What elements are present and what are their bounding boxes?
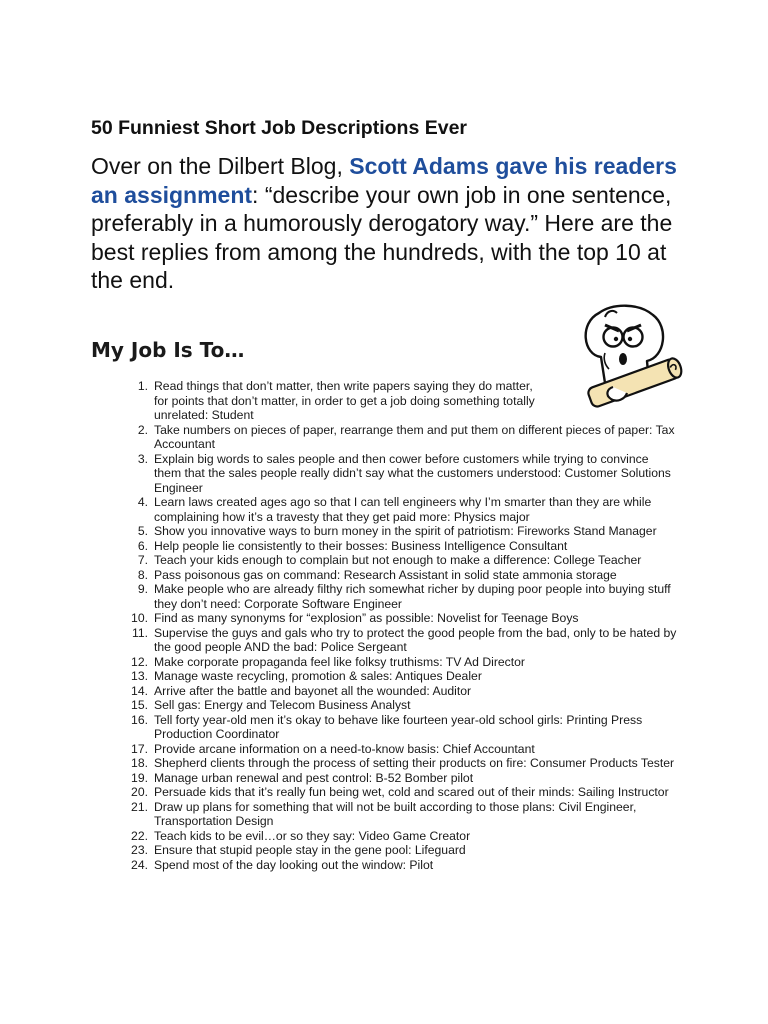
list-item bbox=[118, 742, 678, 757]
list-item-text: Help people lie consistently to their bosses: Business Intelligence Consultant bbox=[154, 538, 568, 553]
list-item bbox=[118, 553, 678, 568]
list-item bbox=[118, 495, 678, 524]
list-item bbox=[118, 756, 678, 771]
list-item-number: 18. bbox=[131, 756, 148, 770]
list-item-text: Tell forty year-old men it’s okay to behave like fourteen year-old school girls: Printing Press Production Coordinator bbox=[154, 712, 643, 741]
intro-paragraph bbox=[91, 152, 691, 295]
list-item-text: Manage urban renewal and pest control: B-52 Bomber pilot bbox=[154, 770, 474, 785]
list-item bbox=[118, 713, 678, 742]
list-item-text: Learn laws created ages ago so that I can tell engineers why I’m smarter than they are while complaining how it’s a travesty that they get paid more: Physics major bbox=[154, 495, 652, 524]
list-item-text: Manage waste recycling, promotion & sales: Antiques Dealer bbox=[154, 669, 482, 683]
list-item bbox=[118, 771, 678, 786]
list-item bbox=[118, 423, 678, 452]
list-item-text: Make corporate propaganda feel like folksy truthisms: TV Ad Director bbox=[154, 654, 525, 669]
list-item-number: 23. bbox=[131, 843, 148, 857]
list-item bbox=[118, 669, 678, 684]
document-title: 50 Funniest Short Job Descriptions Ever bbox=[91, 117, 468, 139]
list-item-number: 21. bbox=[131, 799, 148, 814]
list-item bbox=[118, 843, 678, 858]
list-item-text: Teach your kids enough to complain but not enough to make a difference: College Teacher bbox=[154, 553, 642, 567]
list-item-number: 8. bbox=[137, 567, 148, 582]
list-item-text: Read things that don’t matter, then write papers saying they do matter, for points that don’t matter, in order to get a job doing something totally unrelated: Student bbox=[154, 379, 535, 422]
list-item-text: Ensure that stupid people stay in the gene pool: Lifeguard bbox=[154, 843, 466, 857]
list-item bbox=[118, 858, 678, 873]
list-item bbox=[118, 379, 678, 423]
list-item bbox=[118, 568, 678, 583]
list-item-text: Supervise the guys and gals who try to protect the good people from the bad, only to be hated by the good people AND the bad: Police Sergeant bbox=[154, 625, 677, 654]
list-item bbox=[118, 785, 678, 800]
list-item bbox=[118, 829, 678, 844]
list-item-text: Make people who are already filthy rich somewhat richer by duping poor people into buying stuff they don’t need: Corporate Software Engineer bbox=[154, 582, 671, 611]
list-item bbox=[118, 611, 678, 626]
list-item-text: Spend most of the day looking out the window: Pilot bbox=[154, 857, 434, 872]
list-item-number: 16. bbox=[131, 712, 148, 727]
list-item bbox=[118, 698, 678, 713]
list-item bbox=[118, 626, 678, 655]
list-item-number: 3. bbox=[137, 451, 148, 466]
list-item bbox=[118, 800, 678, 829]
list-item-number: 7. bbox=[137, 553, 148, 567]
list-item-text: Pass poisonous gas on command: Research Assistant in solid state ammonia storage bbox=[154, 567, 617, 582]
list-item-number: 9. bbox=[137, 582, 148, 596]
list-item-number: 5. bbox=[137, 524, 148, 538]
list-item-number: 20. bbox=[131, 785, 148, 799]
list-item bbox=[118, 582, 678, 611]
list-item-text: Provide arcane information on a need-to-know basis: Chief Accountant bbox=[154, 741, 535, 756]
list-item-text: Find as many synonyms for “explosion” as possible: Novelist for Teenage Boys bbox=[154, 611, 579, 625]
list-item-number: 17. bbox=[131, 741, 148, 756]
list-item-text: Explain big words to sales people and then cower before customers while trying to convince them that the sales people really didn’t say what the customers understood: Customer Solutions Engineer bbox=[154, 451, 671, 495]
list-item-number: 22. bbox=[131, 828, 148, 843]
list-item-text: Persuade kids that it’s really fun being wet, cold and scared out of their minds: Sailing Instructor bbox=[154, 785, 669, 799]
list-item-number: 19. bbox=[131, 770, 148, 785]
list-item bbox=[118, 452, 678, 496]
list-item-text: Arrive after the battle and bayonet all the wounded: Auditor bbox=[154, 683, 472, 698]
list-item-number: 10. bbox=[131, 611, 148, 625]
list-item-number: 13. bbox=[131, 669, 148, 683]
list-item-number: 15. bbox=[131, 698, 148, 712]
list-item-number: 4. bbox=[137, 495, 148, 509]
list-item-number: 12. bbox=[131, 654, 148, 669]
list-item-text: Sell gas: Energy and Telecom Business Analyst bbox=[154, 698, 411, 712]
scott-adams-assignment-link[interactable]: Scott Adams gave his readers an assignment bbox=[91, 153, 677, 208]
list-item-text: Draw up plans for something that will not be built according to those plans: Civil Engineer, Transportation Design bbox=[154, 799, 637, 828]
list-item bbox=[118, 655, 678, 670]
list-item bbox=[118, 524, 678, 539]
section-heading: My Job Is To… bbox=[91, 338, 245, 362]
list-item-number: 24. bbox=[131, 857, 148, 872]
list-item-number: 11. bbox=[131, 625, 148, 640]
list-item-text: Take numbers on pieces of paper, rearrange them and put them on different pieces of paper: Tax Accountant bbox=[154, 422, 675, 451]
intro-text-before-link: Over on the Dilbert Blog, bbox=[91, 153, 350, 179]
list-item-text: Shepherd clients through the process of setting their products on fire: Consumer Products Tester bbox=[154, 756, 675, 770]
list-item-number: 14. bbox=[131, 683, 148, 698]
list-item bbox=[118, 684, 678, 699]
list-item-text: Show you innovative ways to burn money in the spirit of patriotism: Fireworks Stand Manager bbox=[154, 524, 657, 538]
list-item bbox=[118, 539, 678, 554]
list-item-text: Teach kids to be evil…or so they say: Video Game Creator bbox=[154, 828, 471, 843]
list-item-number: 6. bbox=[137, 538, 148, 553]
job-list bbox=[118, 379, 678, 872]
list-item-number: 2. bbox=[137, 422, 148, 437]
list-item-number: 1. bbox=[137, 379, 148, 393]
intro-text-after-link: : “describe your own job in one sentence, preferably in a humorously derogatory way.” Here are the best replies from among the hundreds, with the top 10 at the end. bbox=[91, 181, 673, 293]
